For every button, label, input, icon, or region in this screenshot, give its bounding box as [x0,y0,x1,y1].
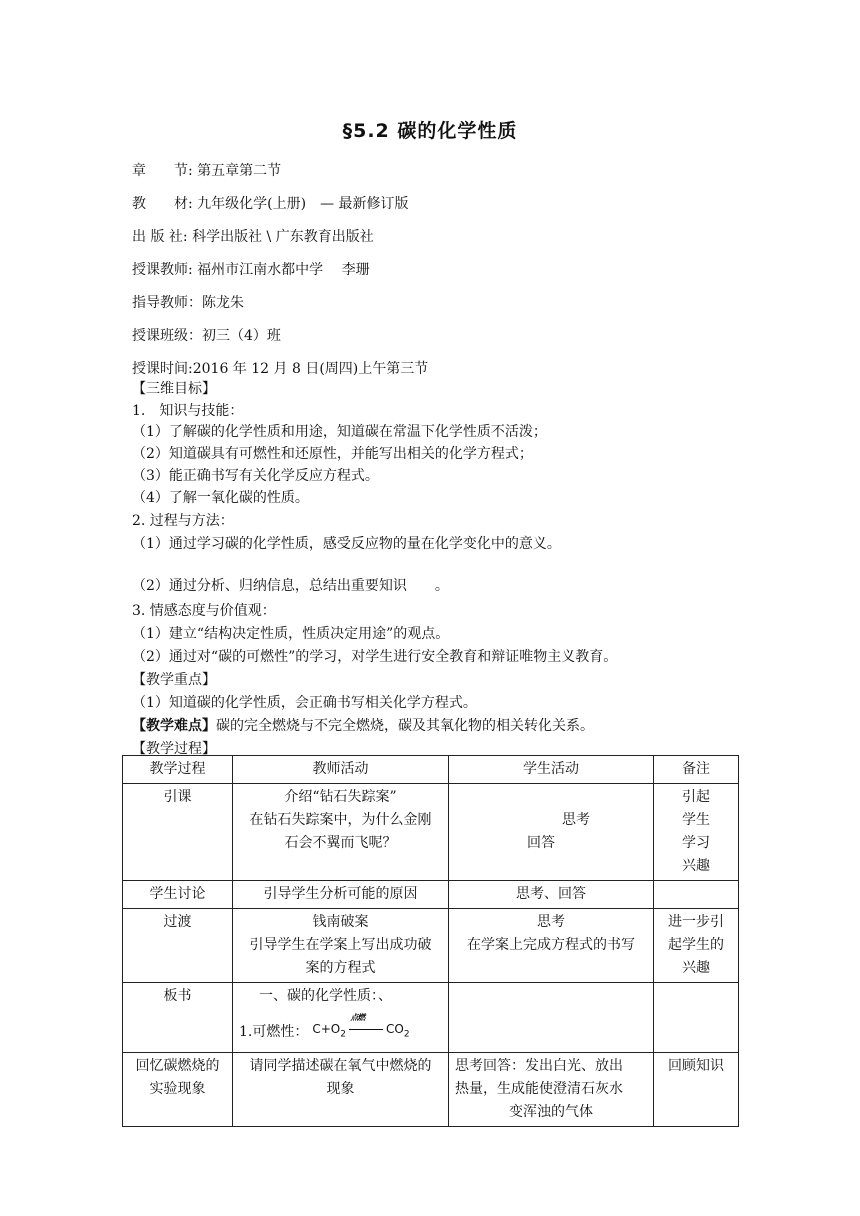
cell-student: 思考 在学案上完成方程式的书写 [449,909,654,983]
process-heading: 【教学过程】 [132,741,216,757]
cell-teacher: 介绍“钻石失踪案” 在钻石失踪案中，为什么金刚 石会不翼而飞呢？ [233,784,449,881]
cell-note [654,983,739,1053]
difficulty-line [132,715,594,735]
objective-item: （3）能正确书写有关化学反应方程式。 [132,468,379,484]
objective-item: （1）了解碳的化学性质和用途，知道碳在常温下化学性质不活泼； [132,424,547,440]
cell-stage: 引课 [123,784,233,881]
objective-item: （4）了解一氧化碳的性质。 [132,490,309,506]
objective-item: （1）建立“结构决定性质，性质决定用途”的观点。 [132,626,450,642]
header-stage: 教学过程 [123,756,233,784]
table-header-row [123,756,739,784]
header-teacher: 教师活动 [233,756,449,784]
cell-teacher: 请同学描述碳在氧气中燃烧的 现象 [233,1053,449,1127]
cell-note [654,881,739,909]
table-row [123,983,739,1053]
combustion-equation: 1.可燃性： $C+O_2$ 点燃 $CO_2$ [239,1018,442,1046]
teaching-process-table [122,755,739,1127]
objective-item: （2）通过分析、归纳信息，总结出重要知识 。 [132,578,449,594]
meta-publisher: 出 版 社: 科学出版社 \ 广东教育出版社 [132,229,374,245]
objective-item: （2）通过对“碳的可燃性”的学习，对学生进行安全教育和辩证唯物主义教育。 [132,649,618,665]
header-student: 学生活动 [449,756,654,784]
table-row [123,909,739,983]
cell-student: 思考、回答 [449,881,654,909]
objective-heading-2: 2. 过程与方法： [132,513,234,529]
cell-stage: 学生讨论 [123,881,233,909]
objective-heading-3: 3. 情感态度与价值观： [132,603,276,619]
cell-teacher: 引导学生分析可能的原因 [233,881,449,909]
objective-heading-1: 1. 知识与技能： [132,403,244,419]
cell-stage: 回忆碳燃烧的 实验现象 [123,1053,233,1127]
objective-item: （1）通过学习碳的化学性质，感受反应物的量在化学变化中的意义。 [132,536,561,552]
meta-textbook: 教 材: 九年级化学(上册) — 最新修订版 [132,196,409,212]
key-points-heading: 【教学重点】 [132,672,216,688]
reaction-condition: 点燃 [350,1013,365,1022]
cell-student: 思考回答：发出白光、放出 热量，生成能使澄清石灰水 变浑浊的气体 [449,1053,654,1127]
cell-stage: 板书 [123,983,233,1053]
cell-teacher: 一、碳的化学性质：、 1.可燃性： $C+O_2$ 点燃 $CO_2$ [233,983,449,1053]
key-point-item: （1）知道碳的化学性质，会正确书写相关化学方程式。 [132,695,477,711]
cell-student: 思考 回答 [449,784,654,881]
meta-teacher: 授课教师: 福州市江南水都中学 李珊 [132,262,370,278]
meta-chapter: 章 节: 第五章第二节 [132,163,282,179]
meta-time: 授课时间:2016 年 12 月 8 日(周四)上午第三节 [132,361,429,377]
document-title: §5.2 碳的化学性质 [342,120,518,142]
cell-note: 引起 学生 学习 兴趣 [654,784,739,881]
cell-note: 进一步引 起学生的 兴趣 [654,909,739,983]
table-row [123,784,739,881]
cell-stage: 过渡 [123,909,233,983]
header-note: 备注 [654,756,739,784]
cell-note: 回顾知识 [654,1053,739,1127]
table-row [123,881,739,909]
equation-formula: $C+O_2$ 点燃 $CO_2$ [312,1018,409,1046]
section-objectives-heading: 【三维目标】 [132,381,216,397]
cell-teacher: 钱南破案 引导学生在学案上写出成功破 案的方程式 [233,909,449,983]
difficulty-label: 【教学难点】 [132,718,216,734]
objective-item: （2）知道碳具有可燃性和还原性，并能写出相关的化学方程式； [132,446,533,462]
table-row [123,1053,739,1127]
meta-class: 授课班级：初三（4）班 [132,328,281,344]
cell-student [449,983,654,1053]
meta-advisor: 指导教师：陈龙朱 [132,295,244,311]
difficulty-text: 碳的完全燃烧与不完全燃烧，碳及其氧化物的相关转化关系。 [216,718,594,734]
